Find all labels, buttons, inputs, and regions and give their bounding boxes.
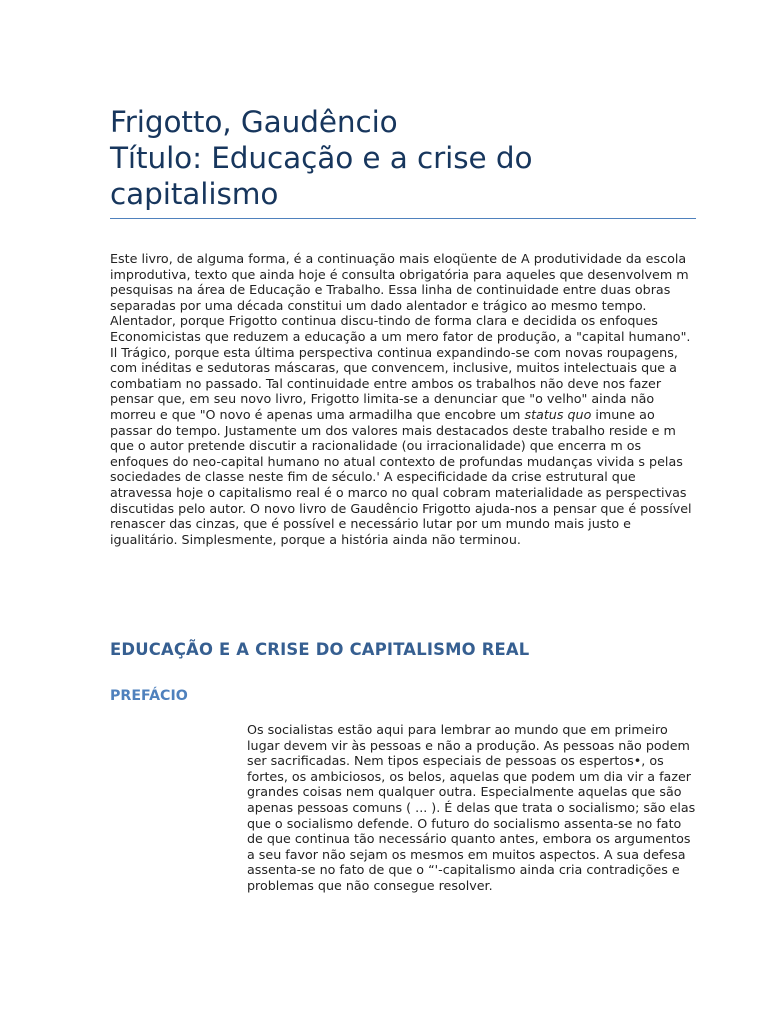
preface-quote-text: Os socialistas estão aqui para lembrar ao mundo que em primeiro lugar devem vir às pessoas e não a produção. As pessoas não podem ser sacrificadas. Nem tipos especiais de pessoas os espertos•, os fortes, os ambiciosos, os belos, aquelas que podem um dia vir a fazer grandes coisas nem qualquer outra. Especialmente aquelas que são apenas pessoas comuns ( ... ). É delas que trata o socialismo; são elas que o socialismo defende. O futuro do socialismo assenta-se no fato de que continua tão necessário quanto antes, embora os argumentos a seu favor não sejam os mesmos em muitos aspectos. A sua defesa assenta-se no fato de que o “'-capitalismo ainda cria contradições e problemas que não consegue resolver. bbox=[247, 722, 696, 893]
document-title bbox=[110, 104, 696, 212]
intro-text-part-2: imune ao passar do tempo. Justamente um dos valores mais destacados deste trabalho reside e m que o autor pretende discutir a racionalidade (ou irracionalidade) que encerra m os enfoques do neo-capital humano no atual contexto de profundas mudanças vivida s pelas sociedades de classe neste fim de século.' A especificidade da crise estrutural que atravessa hoje o capitalismo real é o marco no qual cobram materialidade as perspectivas discutidas pelo autor. O novo livro de Gaudêncio Frigotto ajuda-nos a pensar que é possível renascer das cinzas, que é possível e necessário lutar por um mundo mais justo e igualitário. Simplesmente, porque a história ainda não terminou. bbox=[110, 406, 692, 547]
intro-text-part-1: Este livro, de alguma forma, é a continuação mais eloqüente de A produtividade da escola improdutiva, texto que ainda hoje é consulta obrigatória para aqueles que desenvolvem m pesquisas na área de Educação e Trabalho. Essa linha de continuidade entre duas obras separadas por uma década constitui um dado alentador e trágico ao mesmo tempo. Alentador, porque Frigotto continua discu-tindo de forma clara e decidida os enfoques Economicistas que reduzem a educação a um mero fator de produção, a "capital humano". Il Trágico, porque esta última perspectiva continua expandindo-se com novas roupagens, com inéditas e sedutoras máscaras, que convencem, inclusive, muitos intelectuais que a combatiam no passado. Tal continuidade entre ambos os trabalhos não deve nos fazer pensar que, em seu novo livro, Frigotto limita-se a denunciar que "o velho" ainda não morreu e que "O novo é apenas uma armadilha que encobre um bbox=[110, 251, 691, 422]
title-divider bbox=[110, 218, 696, 219]
title-line-2: Título: Educação e a crise do bbox=[110, 141, 533, 175]
title-line-3: capitalismo bbox=[110, 177, 279, 211]
section-heading: EDUCAÇÃO E A CRISE DO CAPITALISMO REAL bbox=[110, 640, 530, 659]
intro-paragraph bbox=[110, 251, 700, 547]
preface-quote bbox=[247, 722, 699, 894]
title-author: Frigotto, Gaudêncio bbox=[110, 105, 398, 139]
intro-emphasis: status quo bbox=[524, 406, 592, 422]
subsection-heading: PREFÁCIO bbox=[110, 688, 188, 704]
